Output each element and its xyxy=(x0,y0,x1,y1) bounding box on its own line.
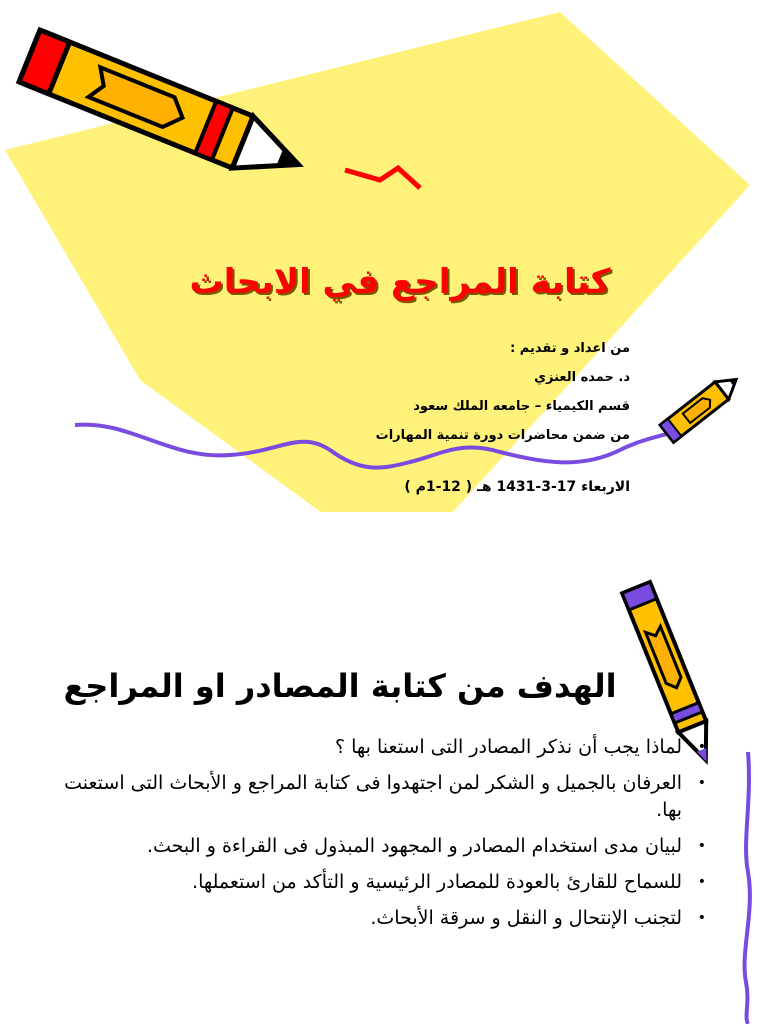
presenter-info xyxy=(330,340,630,507)
list-item xyxy=(60,833,712,860)
list-item-text: العرفان بالجميل و الشكر لمن اجتهدوا فى كتابة المراجع و الأبحاث التى استعنت بها. xyxy=(64,772,682,821)
list-item-text: للسماح للقارئ بالعودة للمصادر الرئيسية و التأكد من استعملها. xyxy=(192,871,682,893)
list-item xyxy=(60,905,712,932)
slide-title-heading: كتابة المراجع في الابحاث xyxy=(189,262,611,302)
slide-heading: الهدف من كتابة المصادر او المراجع xyxy=(63,667,617,705)
list-item-text: لبيان مدى استخدام المصادر و المجهود المبذول فى القراءة و البحث. xyxy=(146,835,682,857)
list-item xyxy=(60,770,712,824)
bullet-icon: • xyxy=(697,838,706,854)
bullet-icon: • xyxy=(697,739,706,755)
info-line: قسم الكيمياء – جامعه الملك سعود xyxy=(413,399,630,414)
list-item-text: لماذا يجب أن نذكر المصادر التى استعنا بها ؟ xyxy=(335,736,682,758)
list-item-text: لتجنب الإنتحال و النقل و سرقة الأبحاث. xyxy=(370,907,682,929)
date-line: الاربعاء 17-3-1431 هـ ( 12-1م ) xyxy=(404,479,630,495)
pencil-icon xyxy=(660,370,744,442)
slide-content xyxy=(0,512,768,1024)
info-line: من اعداد و تقديم : xyxy=(510,341,630,356)
bullet-icon: • xyxy=(697,874,706,890)
list-item xyxy=(60,734,712,761)
squiggle-line xyxy=(745,752,750,1024)
bullet-icon: • xyxy=(697,910,706,926)
info-line: د. حمده العنزي xyxy=(534,370,630,385)
bullet-list xyxy=(60,734,712,941)
info-line: من ضمن محاضرات دورة تنمية المهارات xyxy=(375,428,630,443)
list-item xyxy=(60,869,712,896)
bullet-icon: • xyxy=(697,775,706,791)
